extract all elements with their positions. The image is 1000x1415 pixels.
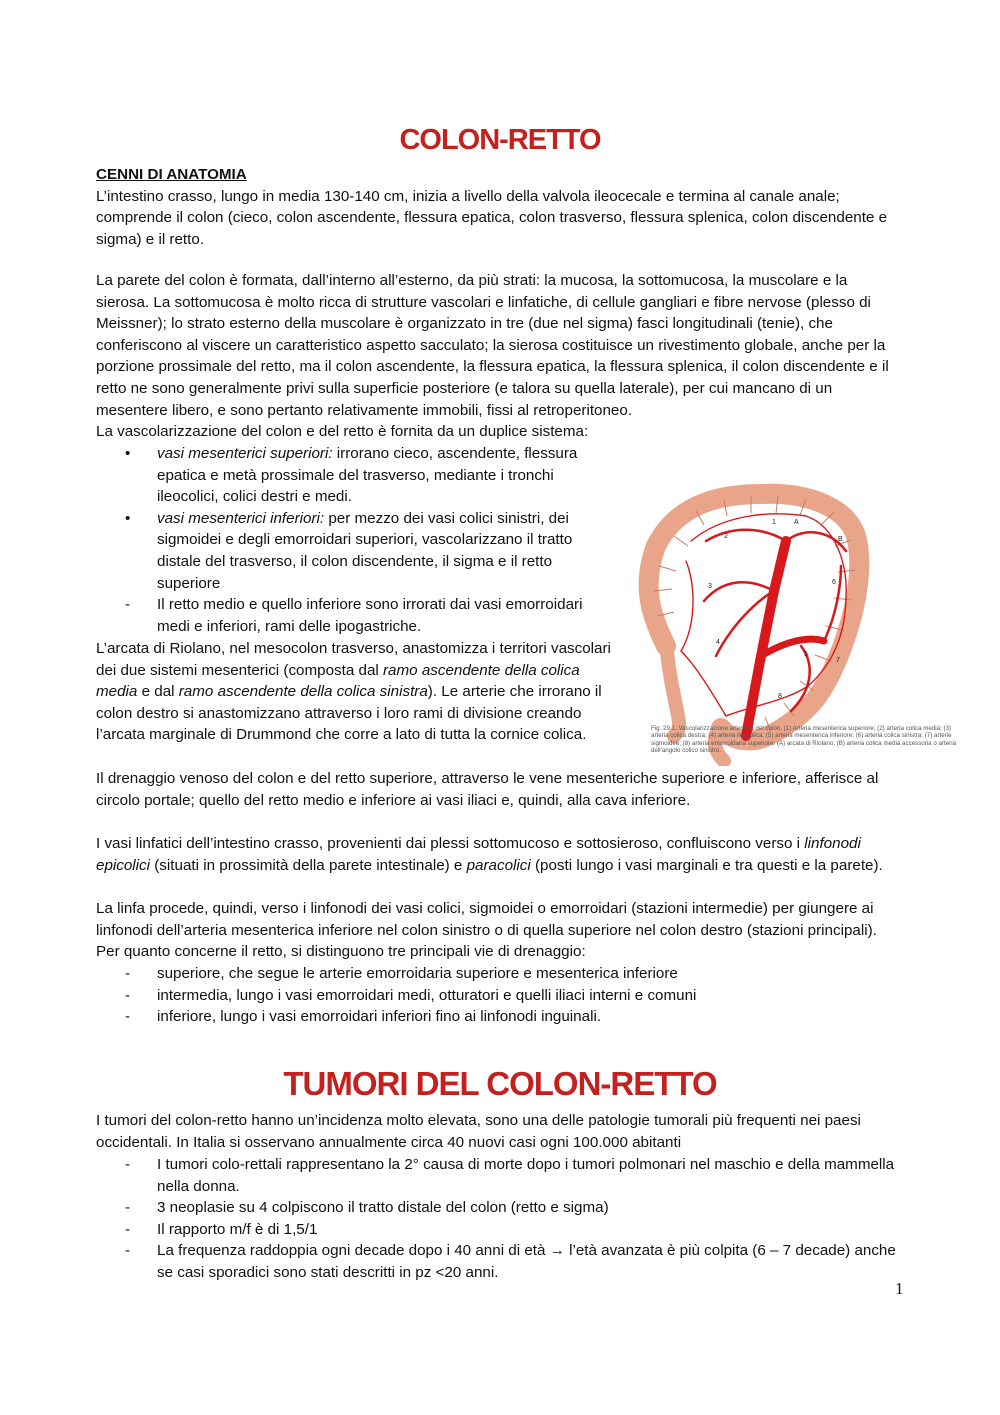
colon-vascular-figure [546, 466, 870, 766]
dash-marker: - [125, 1242, 131, 1260]
list-item-text: per mezzo dei vasi colici sinistri, dei sigmoidei e degli emorroidari superiori, vascolarizzano il tratto distale del trasverso, il colon discendente, il sigma e il retto superiore [157, 509, 573, 592]
anatomy-paragraph-2: La parete del colon è formata, dall’interno all’esterno, da più strati: la mucosa, la sottomucosa, la muscolare e la sierosa. La sottomucosa è molto ricca di strutture vascolari e linfatiche, di cellule gangliari e fibre nervose (plesso di Meissner); lo strato esterno della muscolare è organizzato in tre (due nel sigma) fasci longitudinali (tenie), che conferiscono al viscere un caratteristico aspetto sacculato; la sierosa costituisce un rivestimento globale, anche per la porzione prossimale del retto, ma il colon ascendente, la flessura epatica, la flessura splenica, il colon discendente e il retto ne sono generalmente privi sulla superficie posteriore (e talora su quella laterale), per cui mancano di un mesentere libero, e sono pertanto relativamente immobili, fissi al retroperitoneo. [96, 272, 889, 419]
dash-marker: - [125, 1220, 131, 1238]
dash-marker: - [125, 596, 131, 614]
tumori-list [96, 1154, 904, 1284]
cecum-appendix [666, 641, 679, 736]
list-item [96, 1240, 904, 1283]
drainage-list [96, 963, 904, 1028]
bullet-marker: • [125, 445, 131, 462]
figure-label: 4 [716, 639, 720, 646]
dash-marker: - [125, 1156, 131, 1173]
anatomy-paragraph-7: La linfa procede, quindi, verso i linfonodi dei vasi colici, sigmoidei o emorroidari (stazioni intermedie) per giungere ai linfonodi dell’arteria mesenterica inferiore nel colon sinistro o di quella superiore nel colon destro (stazioni principali). Per quanto concerne il retto, si distinguono tre principali vie di drenaggio: [96, 900, 877, 961]
figure-caption: Fig. 29.1. Vascolarizzazione arteriosa del colon. (1) Arteria mesenterica superiore; (2) arteria colica media; (3) arteria colica destra; (4) arteria ileocolica; (5) arteria mesenterica inferiore; (6) arteria colica sinistra; (7) arterie sigmoidee; (8) arteria emorroidaria superiore; (A) arcata di Riolano; (B) arteria colica media accessoria o arteria dell'angolo colico sinistro. [651, 725, 957, 754]
list-item [96, 594, 616, 637]
figure-label: 1 [772, 519, 776, 526]
anatomy-paragraph-6 [96, 833, 904, 876]
figure-label: 7 [836, 657, 840, 664]
dash-marker: - [125, 1008, 131, 1026]
list-item-text: superiore, che segue le arterie emorroidaria superiore e mesenterica inferiore [157, 965, 678, 982]
anatomy-paragraph-4 [96, 638, 616, 746]
list-item [96, 443, 616, 508]
text-run: ). Le arterie che irrorano il colon destro si anastomizzano attraverso i loro rami di divisione creando l’arcata marginale di Drummond che corre a lato di tutta la cornice colica. [96, 683, 602, 744]
figure-label: 2 [724, 533, 728, 540]
figure-label: A [794, 519, 799, 526]
text-run-italic: paracolici [466, 856, 531, 874]
list-item [96, 508, 616, 594]
list-item [96, 985, 904, 1007]
page-number: 1 [895, 1279, 904, 1298]
figure-label: B [838, 536, 843, 543]
figure-label: 5 [804, 651, 808, 658]
text-run: e dal [137, 683, 179, 701]
list-item-text: inferiore, lungo i vasi emorroidari inferiori fino ai linfonodi inguinali. [157, 1008, 602, 1026]
list-item-text: Il retto medio e quello inferiore sono irrorati dai vasi emorroidari medi e inferiori, rami delle ipogastriche. [157, 596, 583, 635]
dash-marker: - [125, 1199, 131, 1217]
list-item-text: La frequenza raddoppia ogni decade dopo i 40 anni di età → l’età avanzata è più colpita (6 – 7 decade) anche se casi sporadici sono stati descritti in pz <20 anni. [157, 1242, 896, 1281]
vascular-list [96, 443, 616, 637]
list-item-text: Il rapporto m/f è di 1,5/1 [157, 1220, 318, 1238]
anatomy-heading: CENNI DI ANATOMIA [96, 166, 247, 183]
list-item [96, 1219, 904, 1241]
anatomy-paragraph-1: L’intestino crasso, lungo in media 130-140 cm, inizia a livello della valvola ileocecale e termina al canale anale; comprende il colon (cieco, colon ascendente, flessura epatica, colon trasverso, flessura splenica, colon discendente e sigma) e il retto. [96, 187, 888, 248]
list-item-text: intermedia, lungo i vasi emorroidari medi, otturatori e quelli iliaci interni e comuni [157, 986, 697, 1004]
list-item-italic: vasi mesenterici inferiori: [157, 509, 325, 527]
list-item [96, 1197, 904, 1219]
dash-marker: - [125, 986, 131, 1004]
text-run-italic: ramo ascendente della colica media [96, 661, 580, 701]
figure-label: 6 [832, 579, 836, 586]
text-run-italic: ramo ascendente della colica sinistra [178, 683, 428, 701]
tumori-paragraph-1: I tumori del colon-retto hanno un’incidenza molto elevata, sono una delle patologie tumorali più frequenti nei paesi occidentali. In Italia si osservano annualmente circa 40 nuovi casi ogni 100.000 abitanti [96, 1112, 861, 1151]
anatomy-paragraph-3: La vascolarizzazione del colon e del retto è fornita da un duplice sistema: [96, 423, 589, 440]
page-title: COLON-RETTO [399, 124, 601, 156]
figure-label: 3 [708, 583, 712, 590]
text-run: I vasi linfatici dell’intestino crasso, provenienti dai plessi sottomucoso e sottosieroso, confluiscono verso i [96, 835, 805, 852]
figure-label: 8 [778, 693, 782, 700]
list-item-text: 3 neoplasie su 4 colpiscono il tratto distale del colon (retto e sigma) [157, 1199, 609, 1217]
text-run: (situati in prossimità della parete intestinale) e [150, 856, 467, 874]
list-item [96, 1154, 904, 1197]
dash-marker: - [125, 965, 131, 982]
section-title: TUMORI DEL COLON-RETTO [283, 1065, 717, 1102]
list-item [96, 1006, 904, 1028]
text-run: (posti lungo i vasi marginali e tra questi e la parete). [530, 856, 883, 874]
bullet-marker: • [125, 509, 131, 527]
list-item-text: I tumori colo-rettali rappresentano la 2° causa di morte dopo i tumori polmonari nel maschio e della mammella nella donna. [157, 1156, 895, 1195]
list-item-text: irrorano cieco, ascendente, flessura epatica e metà prossimale del trasverso, mediante i tronchi ileocolici, colici destri e medi. [157, 445, 578, 506]
anatomy-paragraph-5: Il drenaggio venoso del colon e del retto superiore, attraverso le vene mesenteriche superiore e inferiore, afferisce al circolo portale; quello del retto medio e inferiore ai vasi iliaci e, quindi, alla cava inferiore. [96, 770, 879, 809]
list-item-italic: vasi mesenterici superiori: [157, 445, 333, 462]
text-run-italic: linfonodi epicolici [96, 835, 861, 874]
list-item [96, 963, 904, 985]
text-run: L’arcata di Riolano, nel mesocolon trasverso, anastomizza i territori vascolari dei due sistemi mesenterici (composta dal [96, 640, 611, 679]
anatomy-section-intro [96, 164, 904, 250]
